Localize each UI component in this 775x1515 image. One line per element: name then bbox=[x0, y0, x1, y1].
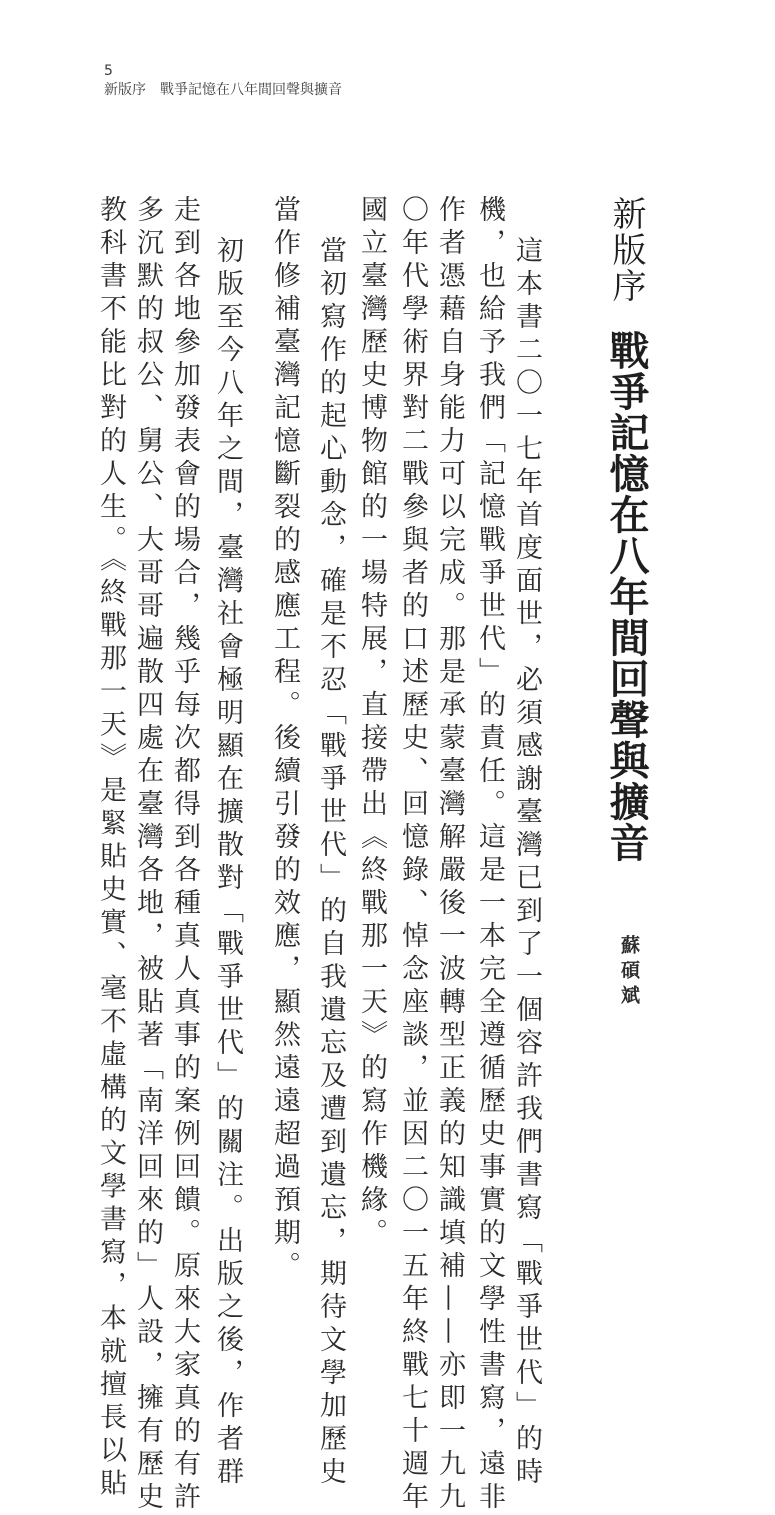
page-number: 5 bbox=[104, 63, 113, 79]
text-column-7: 當作修補臺灣記憶斷裂的感應工程。後續引發的效應，顯然遠遠超過預期。 bbox=[269, 195, 300, 1284]
text-column-11: 教科書不能比對的人生。《終戰那一天》是緊貼史實、毫不虛構的文學書寫，本就擅長以貼 bbox=[95, 195, 126, 1502]
text-column-10: 多沉默的叔公、舅公、大哥哥遍散四處在臺灣各地，被貼著「南洋回來的」人設，擁有歷史 bbox=[132, 195, 163, 1515]
running-header bbox=[104, 62, 342, 100]
chapter-main-title: 戰爭記憶在八年間回聲與擴音 bbox=[603, 330, 650, 863]
chapter-title bbox=[598, 196, 655, 863]
text-column-2: 機，也給予我們「記憶戰爭世代」的責任。這是一本完全遵循歷史事實的文學性書寫，遠非 bbox=[474, 195, 505, 1515]
text-column-8: 初版至今八年之間，臺灣社會極明顯在擴散對「戰爭世代」的關注。出版之後，作者群 bbox=[212, 236, 243, 1490]
text-column-9: 走到各地參加發表會的場合，幾乎每次都得到各種真人真事的案例回饋。原來大家真的有許 bbox=[169, 195, 200, 1515]
running-title: 新版序 戰爭記憶在八年間回聲與擴音 bbox=[104, 82, 342, 98]
text-column-5: 國立臺灣歷史博物館的一場特展，直接帶出《終戰那一天》的寫作機緣。 bbox=[356, 195, 387, 1251]
author-name: 蘇碩斌 bbox=[618, 935, 640, 1010]
text-column-6: 當初寫作的起心動念，確是不忍「戰爭世代」的自我遺忘及遭到遺忘，期待文學加歷史 bbox=[315, 236, 346, 1490]
text-column-3: 作者憑藉自身能力可以完成。那是承蒙臺灣解嚴後一波轉型正義的知識填補——亦即一九九 bbox=[434, 195, 465, 1515]
chapter-label: 新版序 bbox=[606, 196, 646, 304]
text-column-4: 〇年代學術界對二戰參與者的口述歷史、回憶錄、悼念座談，並因二〇一五年終戰七十週年 bbox=[397, 195, 428, 1515]
text-column-1: 這本書二〇一七年首度面世，必須感謝臺灣已到了一個容許我們書寫「戰爭世代」的時 bbox=[511, 236, 542, 1490]
